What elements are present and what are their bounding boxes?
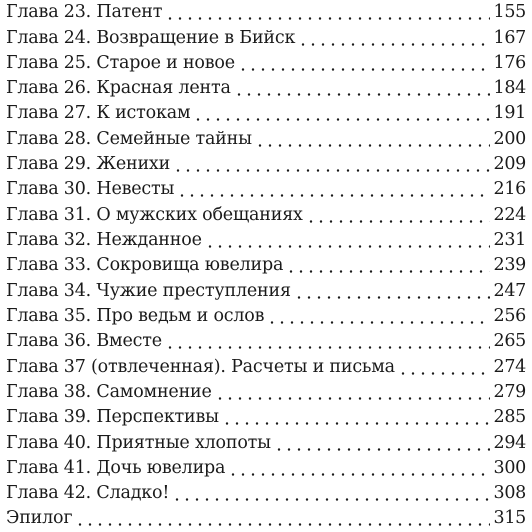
toc-entry-title: Глава 31. О мужских обещаниях [6, 205, 303, 225]
toc-entry [6, 404, 526, 430]
toc-entry [6, 75, 526, 101]
toc-entry-title: Глава 36. Вместе [6, 331, 162, 351]
toc-entry-title: Глава 29. Женихи [6, 154, 171, 174]
toc-entry-title: Глава 28. Семейные тайны [6, 129, 252, 149]
dot-leader [215, 379, 491, 405]
toc-entry-title: Глава 25. Старое и новое [6, 53, 235, 73]
dot-leader [172, 480, 490, 506]
dot-leader [75, 505, 490, 531]
toc-entry-page: 155 [493, 2, 526, 22]
toc-entry-page: 167 [493, 28, 526, 48]
toc-entry [6, 100, 526, 126]
toc-entry-page: 274 [493, 357, 526, 377]
toc-entry [6, 176, 526, 202]
toc-entry-title: Эпилог [6, 508, 73, 528]
toc-entry [6, 303, 526, 329]
dot-leader [238, 50, 491, 76]
toc-entry [6, 354, 526, 380]
toc-entry-page: 285 [493, 407, 526, 427]
toc-entry [6, 50, 526, 76]
dot-leader [306, 202, 491, 228]
toc-entry-title: Глава 41. Дочь ювелира [6, 458, 226, 478]
dot-leader [286, 252, 490, 278]
toc-entry [6, 278, 526, 304]
toc-entry-page: 315 [493, 508, 526, 528]
dot-leader [398, 354, 491, 380]
toc-entry-page: 300 [493, 458, 526, 478]
toc-entry-page: 247 [493, 281, 526, 301]
toc-entry-title: Глава 42. Сладко! [6, 483, 170, 503]
toc-entry [6, 379, 526, 405]
toc-entry-title: Глава 40. Приятные хлопоты [6, 433, 271, 453]
toc-entry [6, 455, 526, 481]
toc-entry [6, 328, 526, 354]
toc-entry-page: 239 [493, 255, 526, 275]
toc-entry-page: 294 [493, 433, 526, 453]
toc-entry-title: Глава 27. К истокам [6, 103, 191, 123]
toc-entry [6, 202, 526, 228]
toc-entry-page: 209 [493, 154, 526, 174]
dot-leader [255, 126, 491, 152]
dot-leader [294, 278, 491, 304]
toc-entry-title: Глава 35. Про ведьм и ослов [6, 306, 265, 326]
toc-entry-page: 191 [493, 103, 526, 123]
dot-leader [298, 25, 490, 51]
toc-entry-page: 231 [493, 230, 526, 250]
dot-leader [222, 404, 491, 430]
toc-entry [6, 505, 526, 531]
toc-entry [6, 227, 526, 253]
dot-leader [177, 176, 490, 202]
dot-leader [165, 328, 491, 354]
toc-entry [6, 25, 526, 51]
toc-entry [6, 252, 526, 278]
toc-entry-title: Глава 39. Перспективы [6, 407, 219, 427]
toc-entry-page: 216 [493, 179, 526, 199]
toc-entry-title: Глава 33. Сокровища ювелира [6, 255, 284, 275]
toc-entry-title: Глава 38. Самомнение [6, 382, 212, 402]
dot-leader [267, 303, 490, 329]
toc-entry-title: Глава 34. Чужие преступления [6, 281, 291, 301]
toc-entry-title: Глава 32. Нежданное [6, 230, 202, 250]
toc-entry [6, 151, 526, 177]
dot-leader [228, 455, 490, 481]
toc-entry-title: Глава 26. Красная лента [6, 78, 231, 98]
toc-entry-page: 308 [493, 483, 526, 503]
toc-entry-title: Глава 30. Невесты [6, 179, 175, 199]
toc-entry-page: 256 [493, 306, 526, 326]
toc-entry-title: Глава 24. Возвращение в Бийск [6, 28, 296, 48]
toc-entry [6, 126, 526, 152]
toc-entry-page: 224 [493, 205, 526, 225]
toc-entry-page: 176 [493, 53, 526, 73]
toc-entry [6, 0, 526, 25]
dot-leader [173, 151, 490, 177]
dot-leader [234, 75, 491, 101]
toc-entry [6, 480, 526, 506]
toc-entry-page: 200 [493, 129, 526, 149]
dot-leader [274, 430, 491, 456]
toc-entry-page: 184 [493, 78, 526, 98]
dot-leader [193, 100, 490, 126]
toc-entry-title: Глава 23. Патент [6, 2, 163, 22]
toc-entry-title: Глава 37 (отвлеченная). Расчеты и письма [6, 357, 395, 377]
dot-leader [165, 0, 490, 25]
toc-entry-page: 279 [493, 382, 526, 402]
toc-entry [6, 430, 526, 456]
dot-leader [205, 227, 491, 253]
toc-entry-page: 265 [493, 331, 526, 351]
